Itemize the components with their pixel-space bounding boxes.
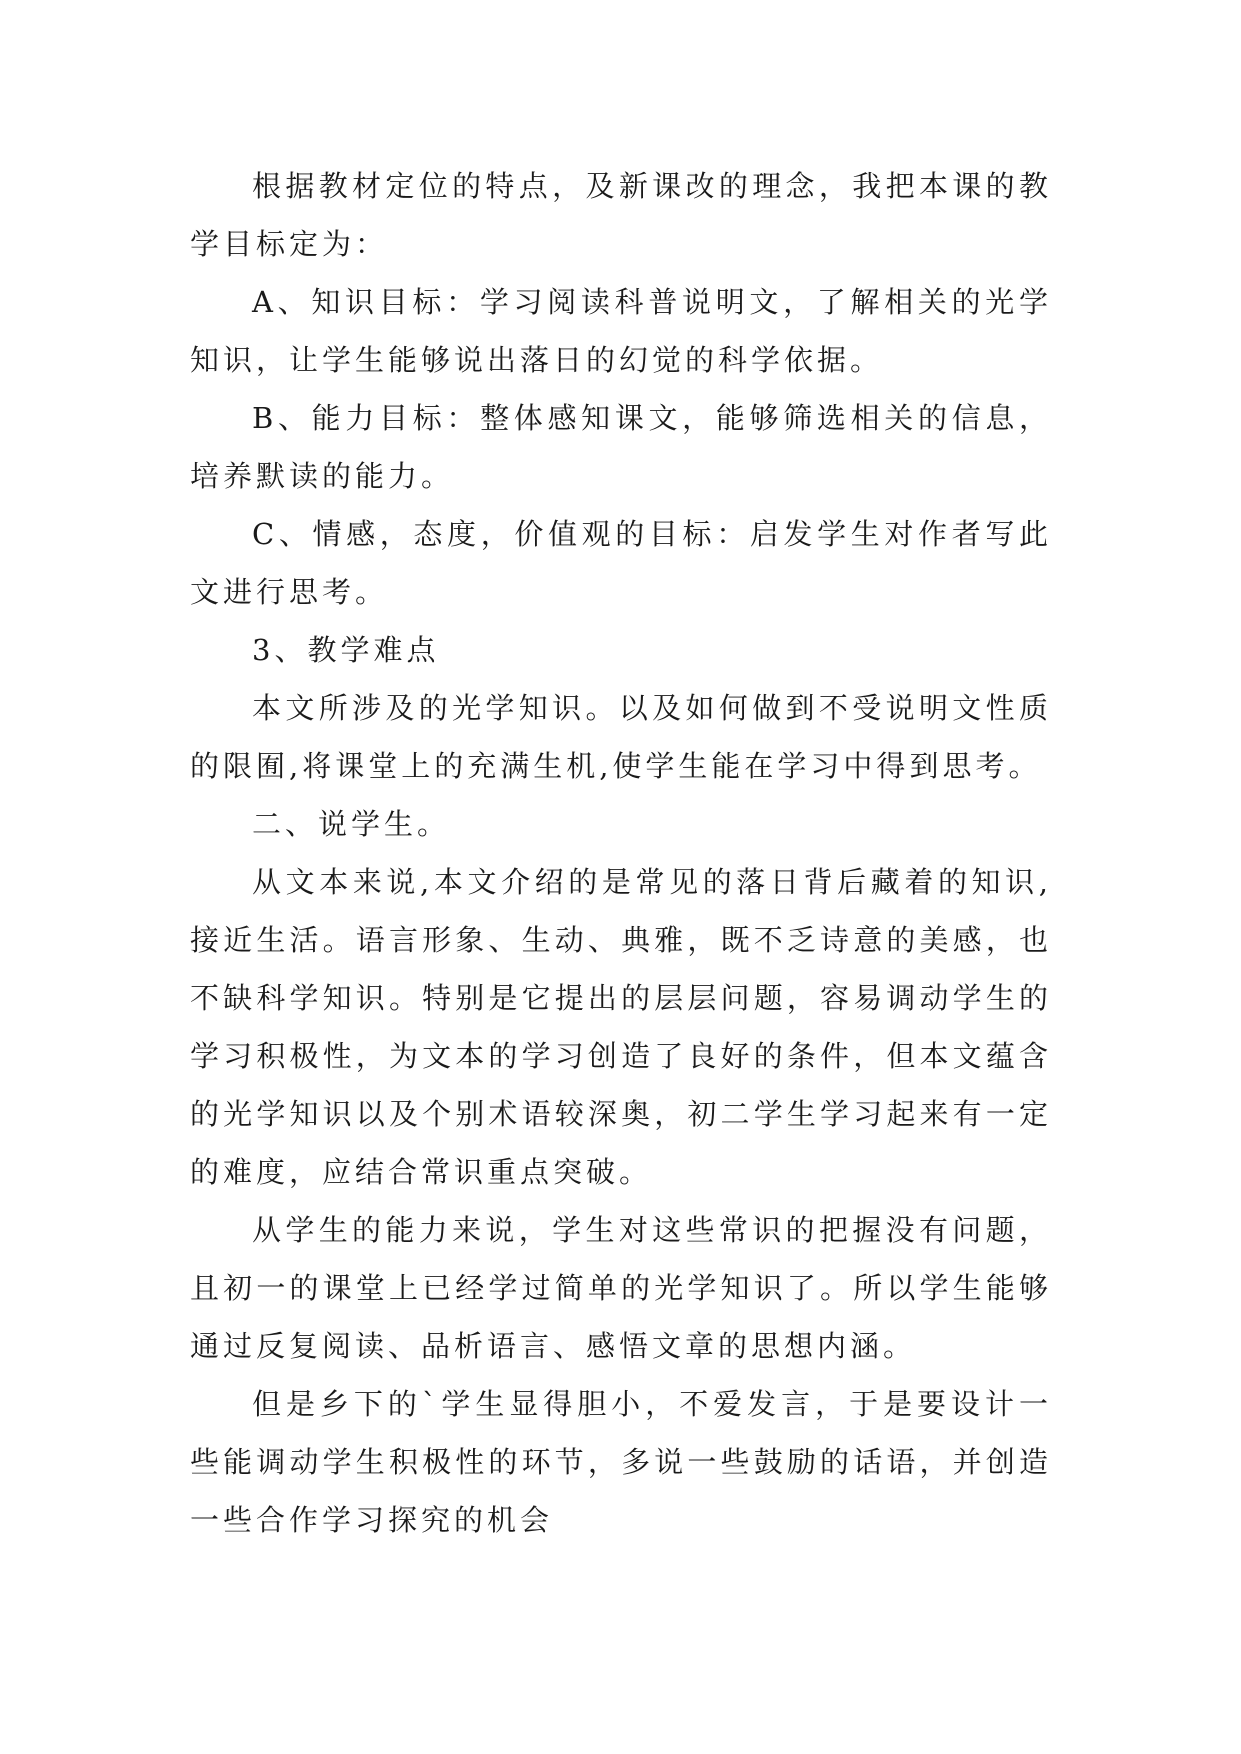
heading-teaching-difficulty: 3、教学难点 xyxy=(252,633,440,667)
paragraph-difficulty-detail: 本文所涉及的光学知识。以及如何做到不受说明文性质的限囿,将课堂上的充满生机,使学生能在学习中得到思考。 xyxy=(190,691,1052,783)
paragraph-text-analysis: 从文本来说,本文介绍的是常见的落日背后藏着的知识,接近生活。语言形象、生动、典雅，既不乏诗意的美感，也不缺科学知识。特别是它提出的层层问题，容易调动学生的学习积极性，为文本的学习创造了良好的条件，但本文蕴含的光学知识以及个别术语较深奥，初二学生学习起来有一定的难度，应结合常识重点突破。 xyxy=(190,865,1052,1189)
paragraph-student-ability: 从学生的能力来说，学生对这些常识的把握没有问题，且初一的课堂上已经学过简单的光学知识了。所以学生能够通过反复阅读、品析语言、感悟文章的思想内涵。 xyxy=(190,1213,1052,1363)
paragraph-emotion-goal: C、情感，态度，价值观的目标：启发学生对作者写此文进行思考。 xyxy=(190,517,1052,609)
paragraph-ability-goal: B、能力目标：整体感知课文，能够筛选相关的信息，培养默读的能力。 xyxy=(190,401,1052,493)
paragraph-student-encouragement: 但是乡下的`学生显得胆小，不爱发言，于是要设计一些能调动学生积极性的环节，多说一些鼓励的话语，并创造一些合作学习探究的机会 xyxy=(190,1387,1052,1537)
heading-about-students: 二、说学生。 xyxy=(252,807,451,841)
paragraph-knowledge-goal: A、知识目标：学习阅读科普说明文，了解相关的光学知识，让学生能够说出落日的幻觉的科学依据。 xyxy=(190,285,1052,377)
paragraph-teaching-goals-intro: 根据教材定位的特点，及新课改的理念，我把本课的教学目标定为： xyxy=(190,169,1052,261)
document-body xyxy=(190,157,1052,1549)
